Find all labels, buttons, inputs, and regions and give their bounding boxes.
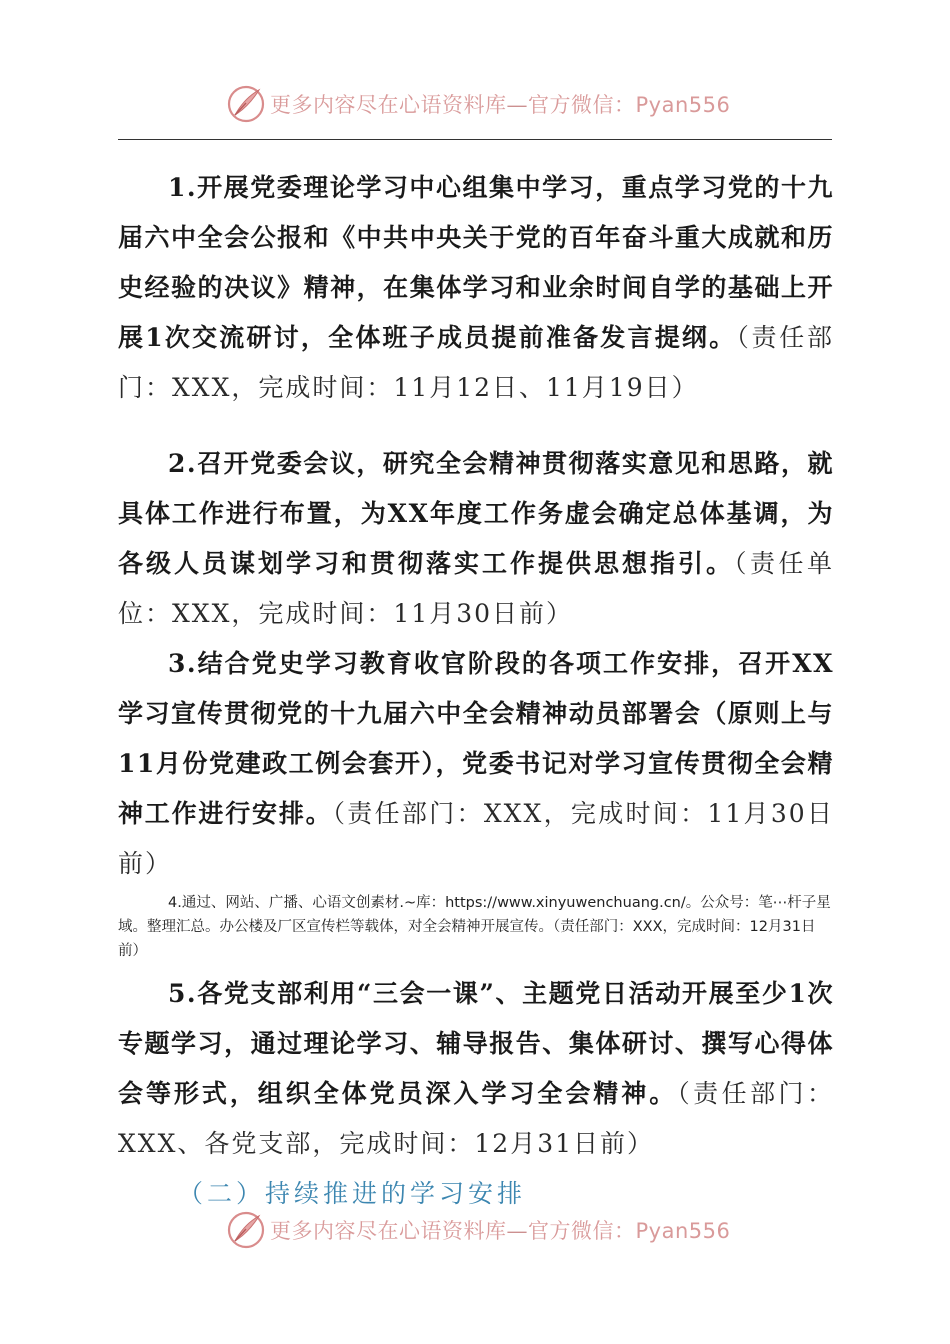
paragraph-2: 2.召开党委会议，研究全会精神贯彻落实意见和思路，就具体工作进行布置，为XX年度工作务虚会确定总体基调，为各级人员谋划学习和贯彻落实工作提供思想指引。（责任单位：XXX，完成时间：11月30日前） — [118, 449, 834, 628]
banner-text: 更多内容尽在心语资料库—官方微信：Pyan556 — [270, 93, 731, 117]
section-heading: （二）持续推进的学习安排 — [178, 1179, 527, 1208]
paragraph-5: 5.各党支部利用“三会一课”、主题党日活动开展至少1次专题学习，通过理论学习、辅导报告、集体研讨、撰写心得体会等形式，组织全体党员深入学习全会精神。（责任部门：XXX、各党支部，完成时间：12月31日前） — [118, 979, 834, 1158]
header-banner — [0, 82, 950, 126]
paragraph-1: 1.开展党委理论学习中心组集中学习，重点学习党的十九届六中全会公报和《中共中央关于党的百年奋斗重大成就和历史经验的决议》精神，在集体学习和业余时间自学的基础上开展1次交流研讨，全体班子成员提前准备发言提纲。（责任部门：XXX，完成时间：11月12日、11月19日） — [118, 173, 834, 402]
feather-pen-icon — [226, 84, 266, 124]
banner-text: 更多内容尽在心语资料库—官方微信：Pyan556 — [270, 1219, 731, 1243]
header-divider — [118, 139, 832, 140]
document-body — [118, 163, 834, 1219]
paragraph-3: 3.结合党史学习教育收官阶段的各项工作安排，召开XX学习宣传贯彻党的十九届六中全会精神动员部署会（原则上与11月份党建政工例会套开），党委书记对学习宣传贯彻全会精神工作进行安排。（责任部门：XXX，完成时间：11月30日前） — [118, 649, 834, 878]
paragraph-4-small: 4.通过、网站、广播、心语文创素材.~库：https://www.xinyuwenchuang.cn/。公众号：笔⋯杆子星域。整理汇总。办公楼及厂区宣传栏等载体，对全会精神开展宣传。（责任部门：XXX，完成时间：12月31日前） — [118, 895, 831, 959]
feather-pen-icon — [226, 1210, 266, 1250]
footer-banner — [0, 1208, 950, 1252]
